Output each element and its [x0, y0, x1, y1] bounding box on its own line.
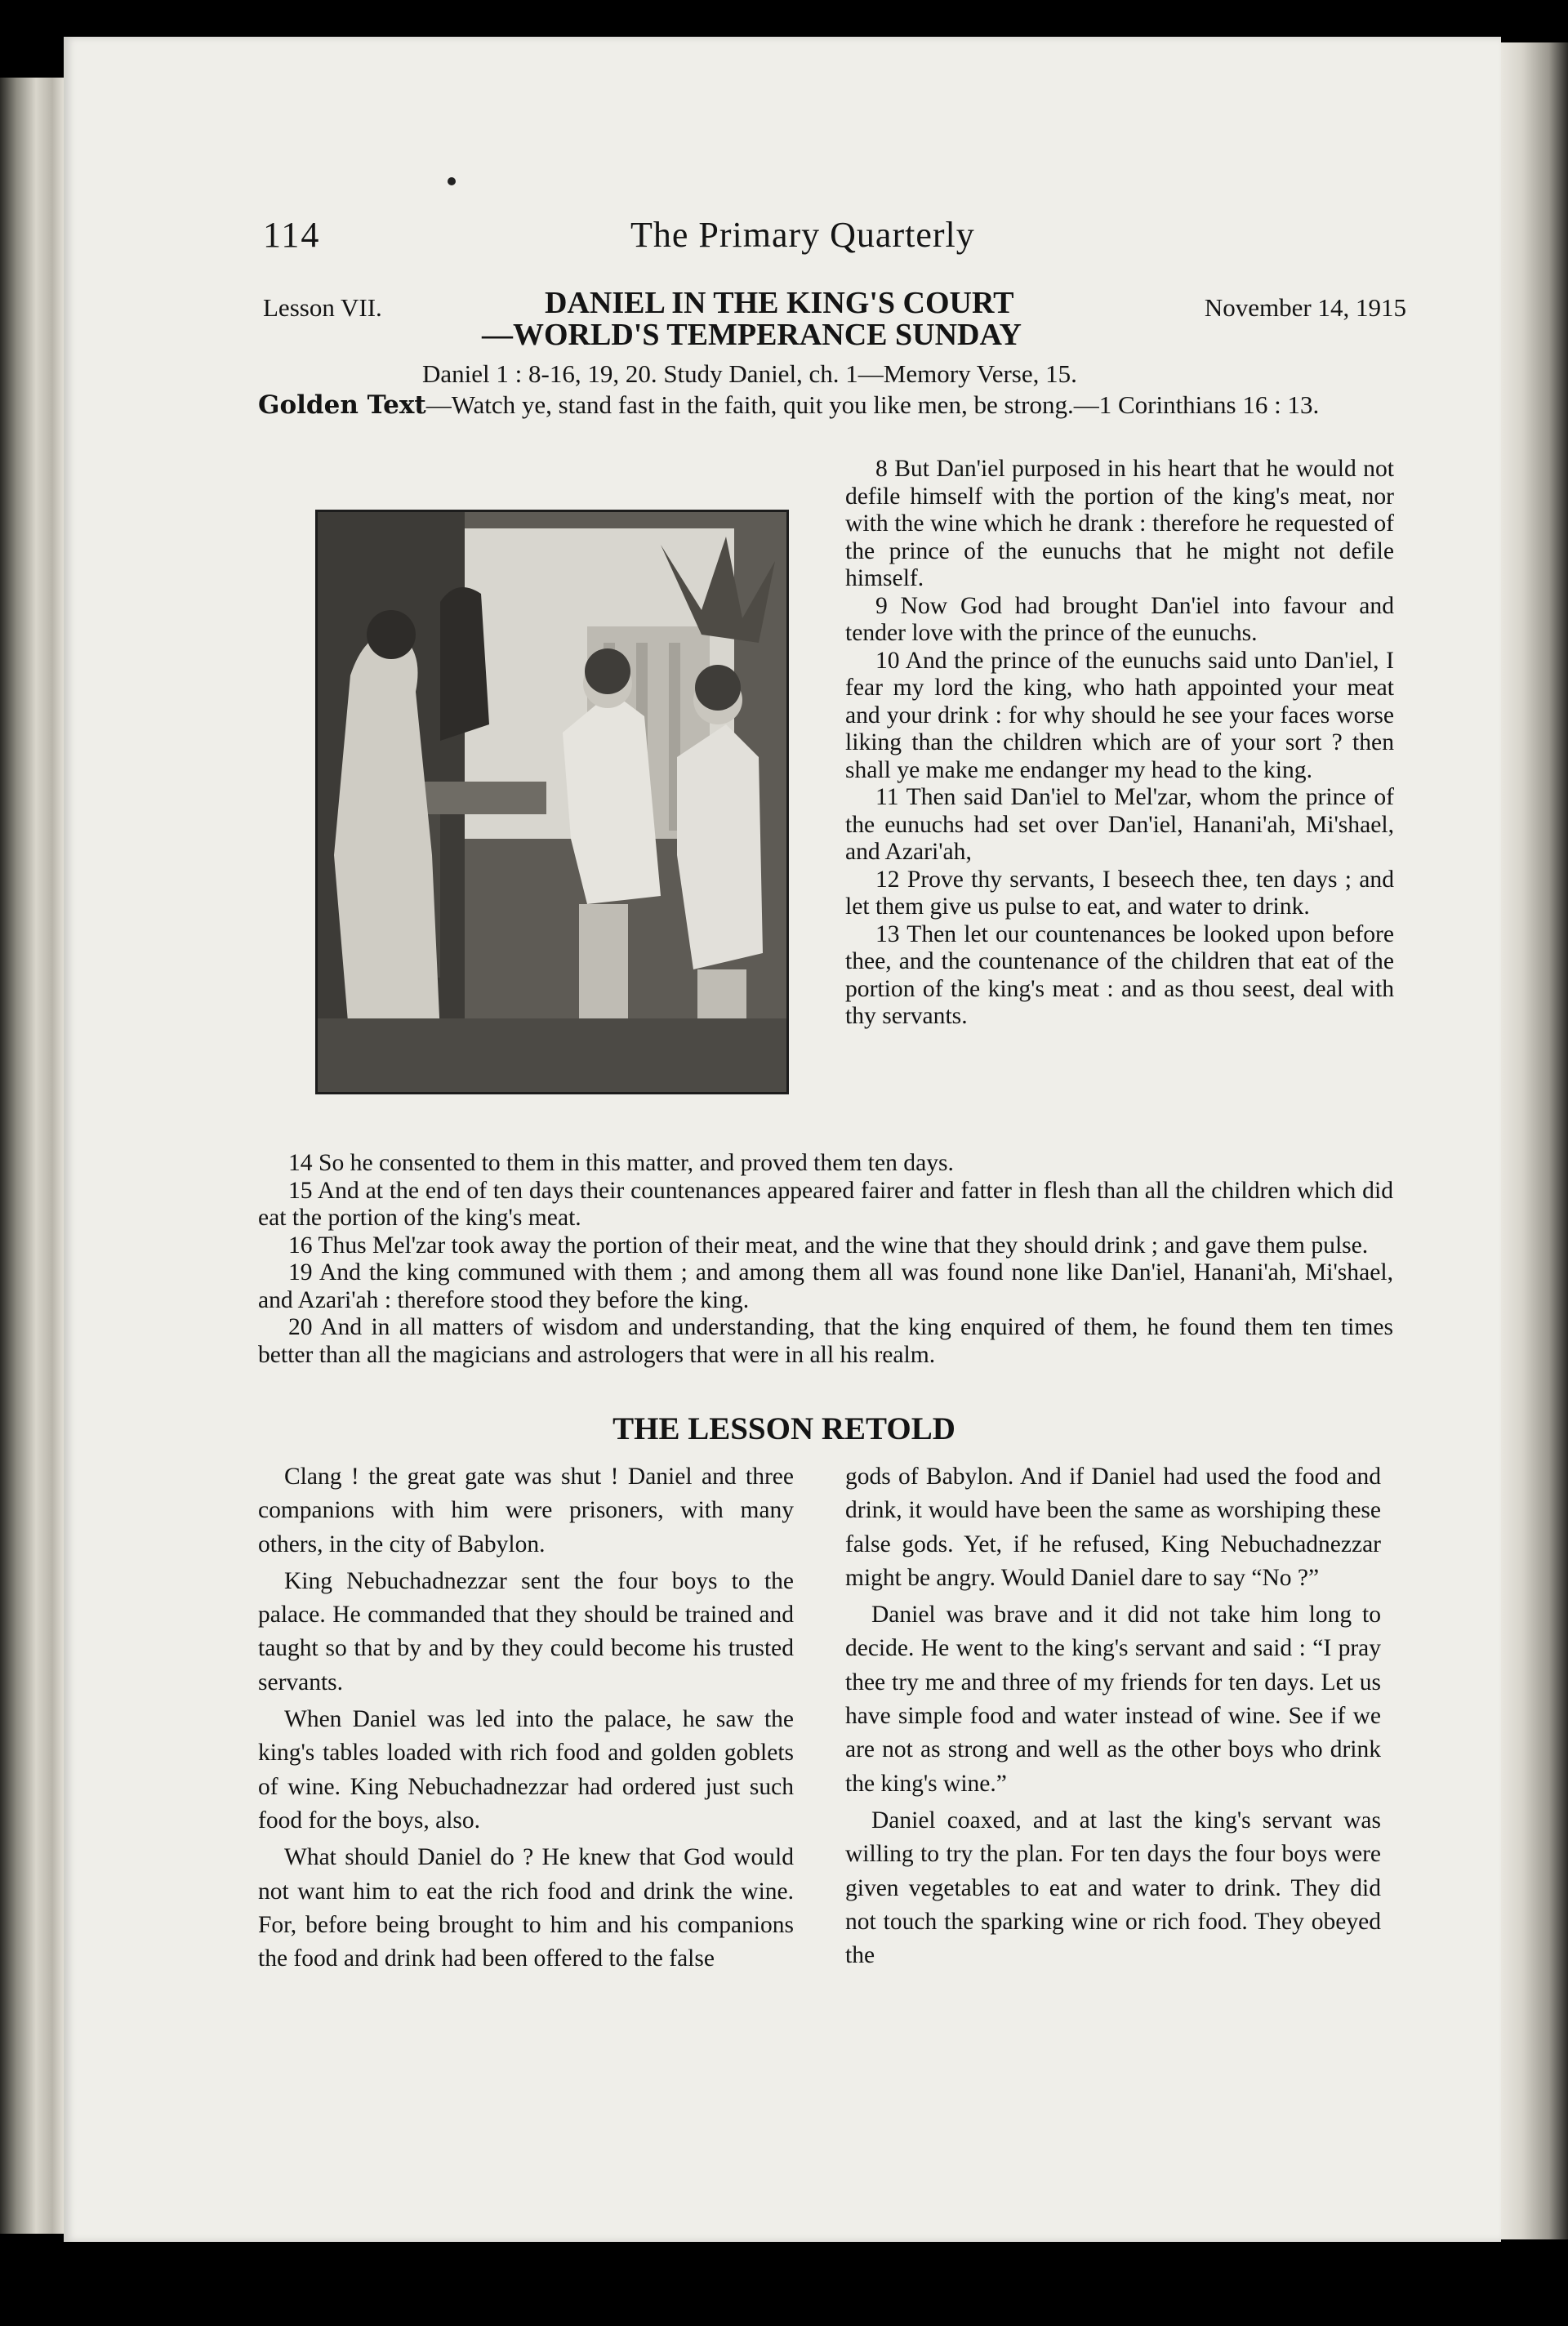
lesson-title: DANIEL IN THE KING'S COURT [545, 286, 1014, 320]
paragraph: Daniel coaxed, and at last the king's servant was willing to try the plan. For ten days the four boys were given vegetables to eat and water to drink. They did not touch the sparking wine or rich food. They obeyed the [845, 1807, 1381, 1969]
paragraph: What should Daniel do ? He knew that God would not want him to eat the rich food and drink the wine. For, before being brought to him and his companions the food and drink had been offered to the false [258, 1844, 794, 1972]
verse: 13 Then let our countenances be looked upon before thee, and the countenance of the children that eat of the portion of the king's meat : and as thou seest, deal with thy servants. [845, 920, 1394, 1029]
verse: 15 And at the end of ten days their countenances appeared fairer and fatter in flesh than all the children which did eat the portion of the king's meat. [258, 1177, 1393, 1231]
verse: 9 Now God had brought Dan'iel into favour and tender love with the prince of the eunuchs. [845, 592, 1394, 646]
scripture-reference: Daniel 1 : 8-16, 19, 20. Study Daniel, ch. 1—Memory Verse, 15. [422, 359, 1077, 388]
publication-title: The Primary Quarterly [630, 215, 975, 255]
verse: 11 Then said Dan'iel to Mel'zar, whom the prince of the eunuchs had set over Dan'iel, Hanani'ah, Mi'shael, and Azari'ah, [845, 784, 1394, 865]
paragraph: Daniel was brave and it did not take him long to decide. He went to the king's servant and said : “I pray thee try me and three of my friends for ten days. Let us have simple food and water instead of wine. See if we are not as strong and well as the other boys who drink the king's wine.” [845, 1602, 1381, 1797]
paragraph: Clang ! the great gate was shut ! Daniel and three companions with him were prisoners, with many others, in the city of Babylon. [258, 1464, 794, 1557]
paragraph-continued: gods of Babylon. And if Daniel had used the food and drink, it would have been the same as worshiping these false gods. Yet, if he refused, King Nebuchadnezzar might be angry. Would Daniel dare to say “No ?” [845, 1464, 1381, 1591]
golden-text [258, 390, 1393, 420]
lesson-date: November 14, 1915 [1204, 293, 1406, 322]
verse: 19 And the king communed with them ; and among them all was found none like Dan'iel, Hanani'ah, Mi'shael, and Azari'ah : therefore stood they before the king. [258, 1259, 1393, 1313]
book-right-page-edge [1491, 42, 1568, 2239]
verse: 20 And in all matters of wisdom and understanding, that the king enquired of them, he found them ten times better than all the magicians and astrologers that were in all his realm. [258, 1314, 1393, 1368]
running-head [263, 214, 1406, 263]
section-heading: THE LESSON RETOLD [612, 1411, 956, 1446]
verse: 16 Thus Mel'zar took away the portion of their meat, and the wine that they should drink ; and gave them pulse. [288, 1232, 1369, 1259]
retold-column-left [258, 1460, 794, 1979]
lesson-subtitle: —WORLD'S TEMPERANCE SUNDAY [482, 318, 1022, 352]
page-number: 114 [263, 215, 321, 255]
verse: 10 And the prince of the eunuchs said unto Dan'iel, I fear my lord the king, who hath appointed your meat and your drink : for why should he see your faces worse liking than the children which are of your sort ? then shall ye make me endanger my head to the king. [845, 647, 1394, 783]
ink-speck [448, 177, 456, 185]
verse: 14 So he consented to them in this matter, and proved them ten days. [288, 1150, 954, 1176]
verse: 8 But Dan'iel purposed in his heart that he would not defile himself with the portion of the king's meat, nor with the wine which he drank : therefore he requested of the prince of the eunuchs that he might not defile himself. [845, 456, 1394, 591]
paragraph: King Nebuchadnezzar sent the four boys to the palace. He commanded that they should be trained and taught so that by and by they could become his trusted servants. [258, 1567, 794, 1695]
verses-full-width [258, 1150, 1393, 1369]
verse: 12 Prove thy servants, I beseech thee, ten days ; and let them give us pulse to eat, and water to drink. [845, 866, 1394, 920]
retold-column-right [845, 1460, 1381, 1976]
golden-text-label: Golden Text [258, 390, 426, 420]
illustration-daniel-in-court [318, 512, 786, 1092]
paragraph: When Daniel was led into the palace, he saw the king's tables loaded with rich food and golden goblets of wine. King Nebuchadnezzar had ordered just such food for the boys, also. [258, 1706, 794, 1834]
lesson-illustration [315, 510, 789, 1094]
book-left-page-edge [0, 78, 65, 2234]
verses-column [845, 456, 1394, 1031]
golden-text-body: —Watch ye, stand fast in the faith, quit you like men, be strong.—1 Corinthians 16 : 13. [425, 390, 1320, 419]
lesson-number: Lesson VII. [263, 293, 382, 322]
